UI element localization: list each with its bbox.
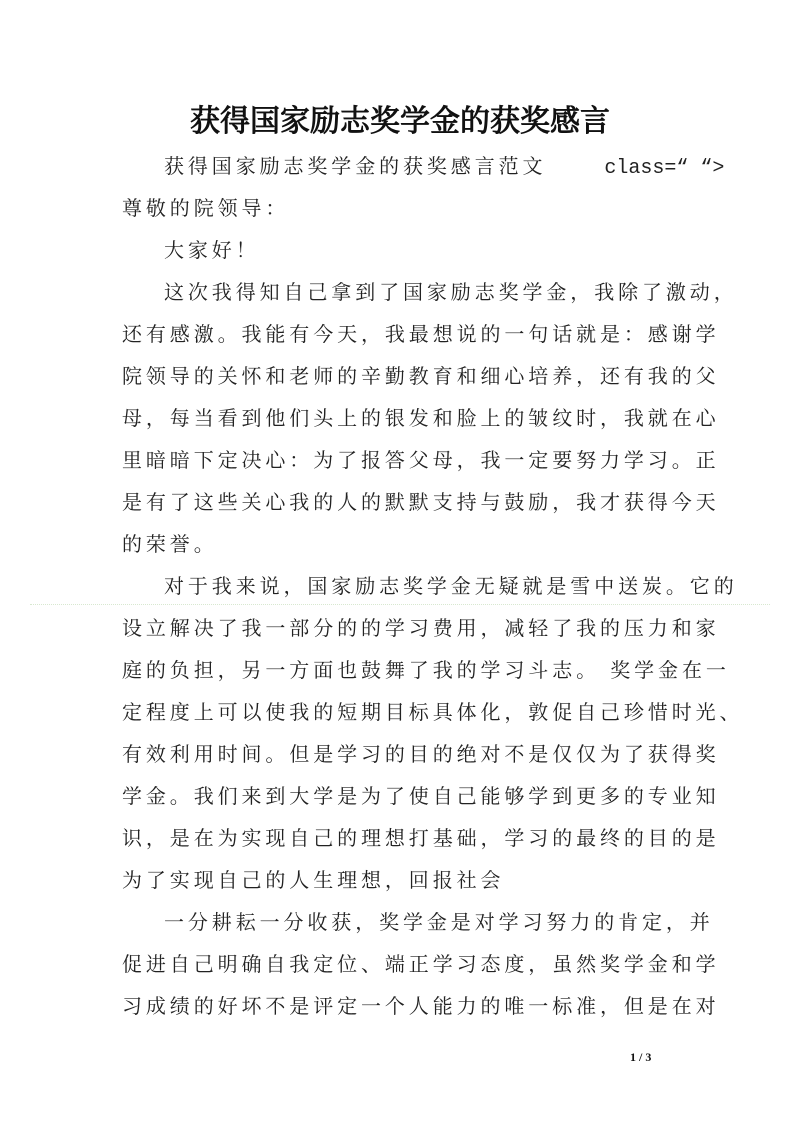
paragraph-line: 有效利用时间。但是学习的目的绝对不是仅仅为了获得奖: [122, 742, 720, 766]
paragraph-line: 庭的负担，另一方面也鼓舞了我的学习斗志。 奖学金在一: [122, 658, 730, 682]
paragraph-line: 学金。我们来到大学是为了使自己能够学到更多的专业知: [122, 784, 720, 808]
page-indicator: 1 / 3: [630, 1050, 652, 1064]
paragraph-line: 促进自己明确自我定位、端正学习态度，虽然奖学金和学: [122, 952, 720, 976]
subtitle-text: 获得国家励志奖学金的获奖感言范文: [164, 154, 547, 178]
paragraph-line: 对于我来说，国家励志奖学金无疑就是雪中送炭。它的: [164, 574, 738, 598]
paragraph-line: 设立解决了我一部分的的学习费用，减轻了我的压力和家: [122, 616, 720, 640]
paragraph-line: 习成绩的好坏不是评定一个人能力的唯一标准，但是在对: [122, 994, 720, 1018]
paragraph-line: 是有了这些关心我的人的默默支持与鼓励，我才获得今天: [122, 490, 720, 514]
greeting-to: 尊敬的院领导：: [122, 196, 290, 220]
paragraph-line: 为了实现自己的人生理想，回报社会: [122, 868, 505, 892]
paragraph-line: 还有感激。我能有今天，我最想说的一句话就是：感谢学: [122, 322, 720, 346]
paragraph-line: 里暗暗下定决心：为了报答父母，我一定要努力学习。正: [122, 448, 720, 472]
paragraph-line: 母，每当看到他们头上的银发和脸上的皱纹时，我就在心: [122, 406, 720, 430]
paragraph-line: 院领导的关怀和老师的辛勤教育和细心培养，还有我的父: [122, 364, 720, 388]
document-title: 获得国家励志奖学金的获奖感言: [190, 104, 610, 139]
paragraph-line: 识，是在为实现自己的理想打基础，学习的最终的目的是: [122, 826, 720, 850]
page-divider: [30, 604, 770, 605]
subtitle-suffix: class=“ “>: [604, 157, 725, 180]
greeting: 大家好！: [164, 238, 260, 262]
paragraph-line: 定程度上可以使我的短期目标具体化，敦促自己珍惜时光、: [122, 700, 744, 724]
subtitle-line: [164, 150, 724, 180]
paragraph-line: 的荣誉。: [122, 532, 218, 556]
paragraph-line: 这次我得知自己拿到了国家励志奖学金，我除了激动，: [164, 280, 738, 304]
paragraph-line: 一分耕耘一分收获，奖学金是对学习努力的肯定，并: [164, 910, 714, 934]
